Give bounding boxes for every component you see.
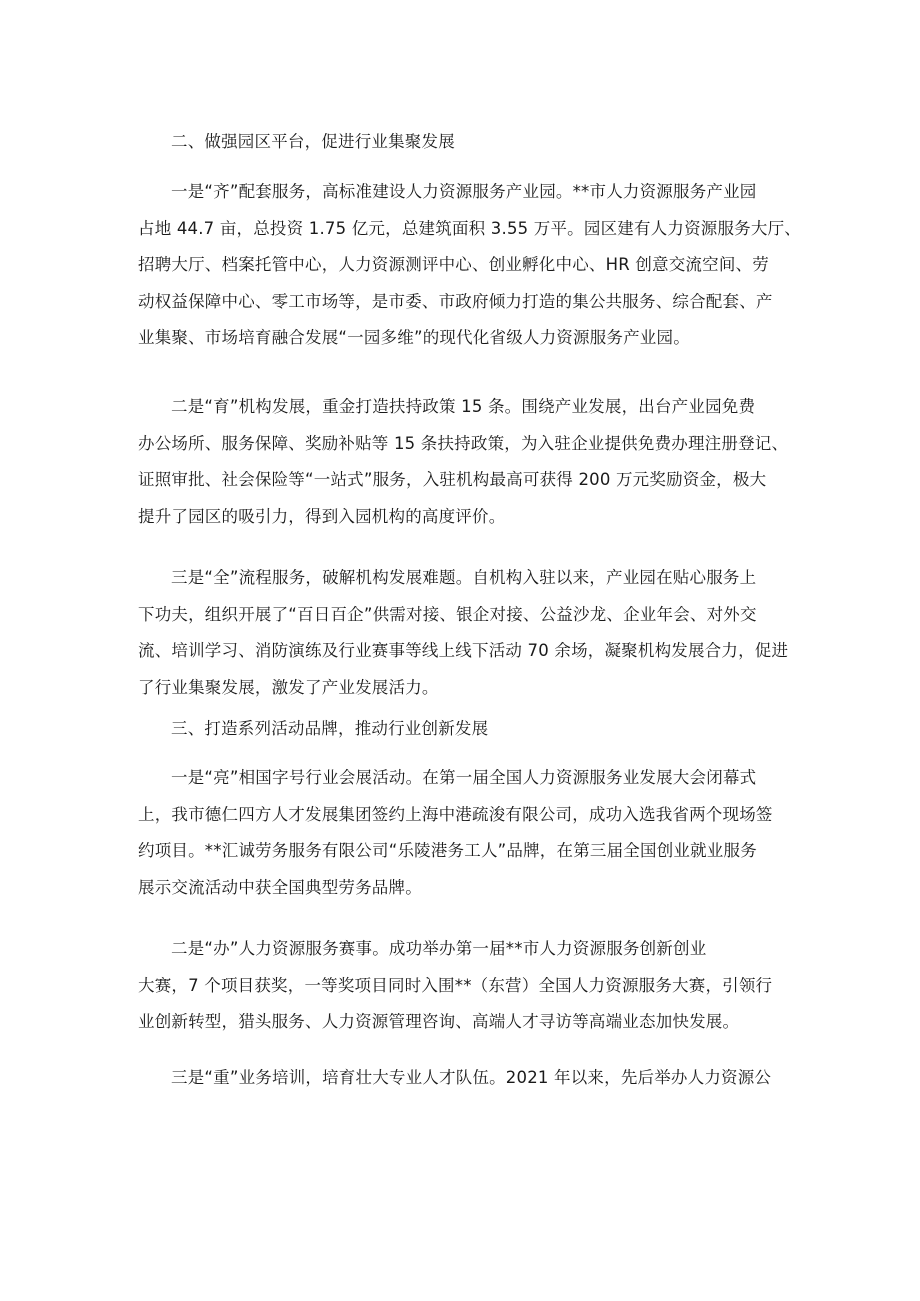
text-line: 招聘大厅、档案托管中心，人力资源测评中心、创业孵化中心、HR 创意交流空间、劳 xyxy=(138,255,769,274)
section-heading-2 xyxy=(138,124,798,161)
text-line: 三、打造系列活动品牌，推动行业创新发展 xyxy=(171,719,489,738)
text-line: 一是“亮”相国字号行业会展活动。在第一届全国人力资源服务业发展大会闭幕式 xyxy=(171,768,757,787)
text-line: 流、培训学习、消防演练及行业赛事等线上线下活动 70 余场，凝聚机构发展合力，促进 xyxy=(138,641,789,660)
text-line: 业集聚、市场培育融合发展“一园多维”的现代化省级人力资源服务产业园。 xyxy=(138,328,690,347)
text-line: 了行业集聚发展，激发了产业发展活力。 xyxy=(138,677,439,697)
paragraph-park-construction xyxy=(138,174,801,357)
text-line: 办公场所、服务保障、奖励补贴等 15 条扶持政策，为入驻企业提供免费办理注册登记、 xyxy=(138,433,789,453)
text-line: 证照审批、社会保险等“一站式”服务，入驻机构最高可获得 200 万元奖励资金，极大 xyxy=(138,470,767,489)
text-line: 三是“全”流程服务，破解机构发展难题。自机构入驻以来，产业园在贴心服务上 xyxy=(171,568,757,587)
paragraph-competition xyxy=(138,931,798,1041)
paragraph-training xyxy=(138,1060,798,1097)
paragraph-full-process-service xyxy=(138,560,798,706)
text-line: 下功夫，组织开展了“百日百企”供需对接、银企对接、公益沙龙、企业年会、对外交 xyxy=(138,604,757,624)
section-heading-3 xyxy=(138,711,798,748)
paragraph-support-policies xyxy=(138,389,798,535)
paragraph-national-exhibition xyxy=(138,760,798,906)
text-line: 展示交流活动中获全国典型劳务品牌。 xyxy=(138,877,422,897)
text-line: 占地 44.7 亩，总投资 1.75 亿元，总建筑面积 3.55 万平。园区建有人力资源服务大厅、 xyxy=(138,218,801,238)
text-line: 提升了园区的吸引力，得到入园机构的高度评价。 xyxy=(138,506,506,526)
text-line: 业创新转型，猎头服务、人力资源管理咨询、高端人才寻访等高端业态加快发展。 xyxy=(138,1012,740,1031)
text-line: 三是“重”业务培训，培育壮大专业人才队伍。2021 年以来，先后举办人力资源公 xyxy=(171,1068,772,1087)
text-line: 动权益保障中心、零工市场等，是市委、市政府倾力打造的集公共服务、综合配套、产 xyxy=(138,291,773,311)
text-line: 上，我市德仁四方人才发展集团签约上海中港疏浚有限公司，成功入选我省两个现场签 xyxy=(138,804,773,824)
text-line: 二是“育”机构发展，重金打造扶持政策 15 条。围绕产业发展，出台产业园免费 xyxy=(171,397,756,416)
text-line: 二是“办”人力资源服务赛事。成功举办第一届**市人力资源服务创新创业 xyxy=(171,939,707,958)
text-line: 二、做强园区平台，促进行业集聚发展 xyxy=(171,132,455,151)
text-line: 一是“齐”配套服务，高标准建设人力资源服务产业园。**市人力资源服务产业园 xyxy=(171,182,757,201)
text-line: 大赛，7 个项目获奖，一等奖项目同时入围**（东营）全国人力资源服务大赛，引领行 xyxy=(138,975,773,995)
text-line: 约项目。**汇诚劳务服务有限公司“乐陵港务工人”品牌，在第三届全国创业就业服务 xyxy=(138,841,757,860)
